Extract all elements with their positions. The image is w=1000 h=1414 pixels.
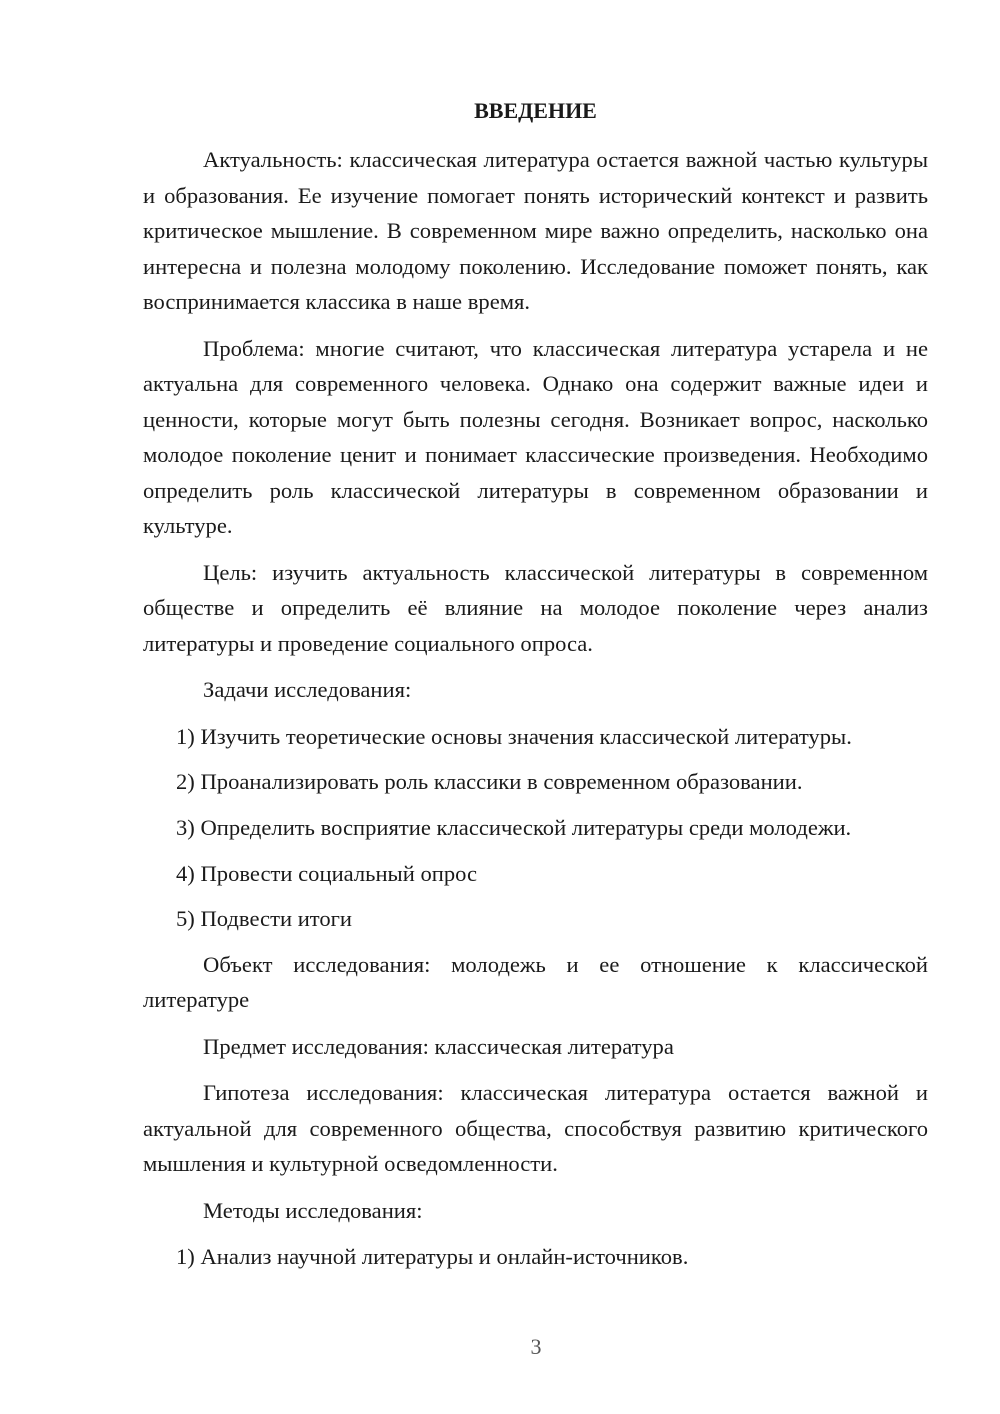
list-item: 5) Подвести итоги	[176, 906, 353, 932]
list-item: 3) Определить восприятие классической литературы среди молодежи.	[176, 814, 852, 840]
page-number: 3	[530, 1334, 542, 1359]
document-body	[143, 96, 928, 1285]
list-item: 2) Проанализировать роль классики в современном образовании.	[176, 769, 803, 795]
subject-paragraph: Предмет исследования: классическая литература	[203, 1033, 674, 1059]
hypothesis-paragraph: Гипотеза исследования: классическая литература остается важной и актуальной для современного общества, способствуя развитию критического мышления и культурной осведомленности.	[143, 1080, 928, 1177]
tasks-heading: Задачи исследования:	[203, 677, 412, 702]
relevance-paragraph: Актуальность: классическая литература остается важной частью культуры и образования. Ее изучение помогает понять исторический контекст и развить критическое мышление. В современном мире важно определить, насколько она интересна и полезна молодому поколению. Исследование поможет понять, как воспринимается классика в наше время.	[143, 147, 928, 314]
problem-paragraph: Проблема: многие считают, что классическая литература устарела и не актуальна для современного человека. Однако она содержит важные идеи и ценности, которые могут быть полезны сегодня. Возникает вопрос, насколько молодое поколение ценит и понимает классические произведения. Необходимо определить роль классической литературы в современном образовании и культуре.	[143, 335, 928, 538]
list-item: 1) Изучить теоретические основы значения классической литературы.	[176, 723, 852, 749]
list-item: 4) Провести социальный опрос	[176, 860, 478, 886]
page-title: ВВЕДЕНИЕ	[474, 98, 597, 123]
list-item: 1) Анализ научной литературы и онлайн-источников.	[176, 1244, 689, 1270]
tasks-list	[143, 719, 928, 937]
methods-heading: Методы исследования:	[203, 1197, 423, 1223]
methods-list	[143, 1239, 928, 1275]
object-paragraph: Объект исследования: молодежь и ее отношение к классической литературе	[143, 951, 928, 1013]
goal-paragraph: Цель: изучить актуальность классической литературы в современном обществе и определить её влияние на молодое поколение через анализ литературы и проведение социального опроса.	[143, 559, 928, 656]
